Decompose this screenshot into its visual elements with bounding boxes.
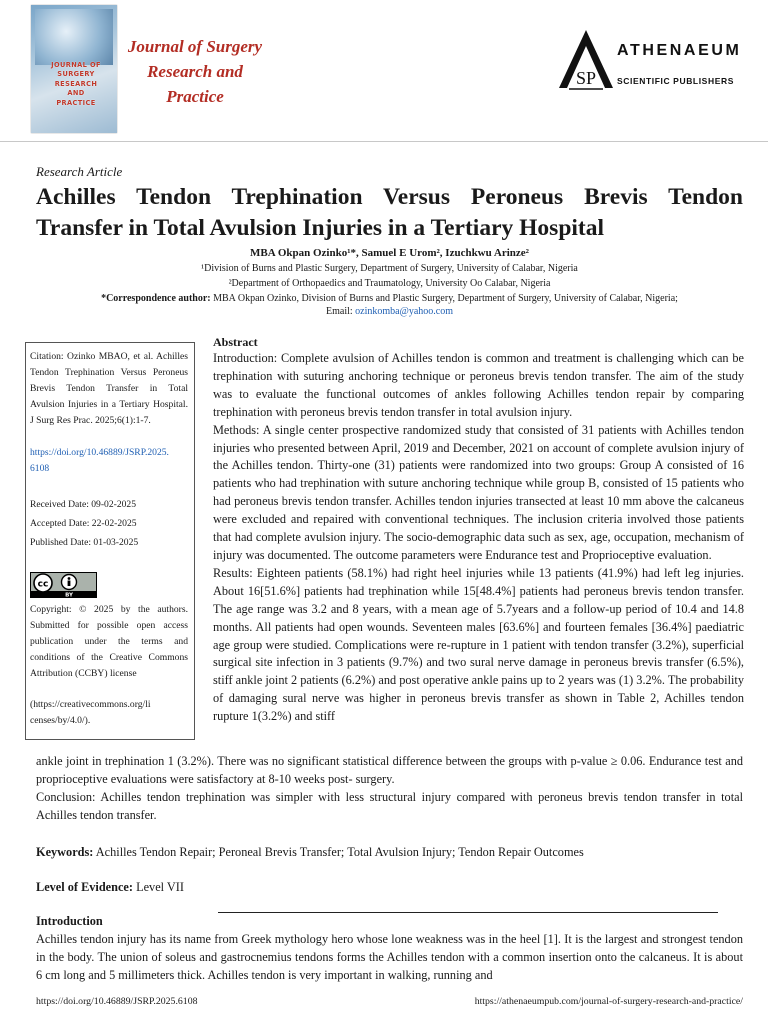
keywords	[36, 845, 584, 860]
citation-text: Citation: Ozinko MBAO, et al. Achilles Tendon Trephination Versus Peroneus Brevis Tendon Transfer in Total Avulsion Injuries in a Tertiary Hospital. J Surg Res Prac. 2025;6(1):1-7.	[30, 351, 188, 426]
correspondence-label: *Correspondence author:	[101, 293, 211, 304]
abstract-full-width	[36, 753, 743, 825]
publisher-logo-icon	[555, 28, 617, 92]
introduction-heading: Introduction	[36, 914, 103, 928]
publisher-logo-letters: SP	[575, 68, 597, 88]
svg-text:cc: cc	[37, 579, 49, 590]
copyright-text: Copyright: © 2025 by the authors. Submitted for possible open access publication under the terms and conditions of the Creative Commons Attribution (CCBY) license	[30, 604, 188, 679]
abstract-conclusion: Conclusion: Achilles tendon trephination was simpler with less structural injury compared with peroneus brevis tendon transfer in total Achilles tendon transfer.	[36, 789, 743, 822]
correspondence	[36, 292, 743, 306]
received-date: Received Date: 09-02-2025	[30, 499, 137, 510]
doi-link[interactable]: https://doi.org/10.46889/JSRP.2025. 6108	[30, 447, 169, 474]
publisher-name: ATHENAEUM	[617, 42, 742, 59]
email-line	[36, 305, 743, 319]
article-type: Research Article	[36, 164, 123, 179]
affiliation-1: ¹Division of Burns and Plastic Surgery, Department of Surgery, University of Calabar, Nigeria	[201, 263, 578, 274]
cover-photo	[35, 9, 113, 65]
abstract-column	[213, 350, 744, 726]
evidence-text: Level VII	[133, 880, 184, 894]
footer-url[interactable]: https://athenaeumpub.com/journal-of-surgery-research-and-practice/	[474, 996, 743, 1007]
cc-by-license-icon	[30, 572, 97, 598]
abstract-results: Results: Eighteen patients (58.1%) had right heel injuries while 13 patients (41.9%) had left leg injuries. About 16[51.6%] patients had trephination while 15[48.4%] patients had peroneus brevis tendon transfer. The age range was 3.2 and 8 years, with a mean age of 5.7years and a follow-up period of 10.4 and 14.8 months. All patients had open wounds. Seventeen males [63.6%] and fourteen females [36.4%] paediatric age group were studied. Complications were re-rupture in 1 patient with tendon transfer (3.2%), superficial surgical site infection in 3 patients (9.7%) and two sural nerve damage in peroneus brevis transfer (6.5%), stiff ankle joint 2 patients (6.2%) and post operative ankle pains up to 2 years was (1) 3.2%. The probability of damaging sural nerve was higher in peroneus brevis transfer as shown in Table 2, Achilles tendon rupture 1(3.2%) and stiff	[213, 565, 744, 724]
email-link[interactable]: ozinkomba@yahoo.com	[355, 306, 453, 317]
journal-cover-image	[31, 5, 117, 133]
evidence-label: Level of Evidence:	[36, 880, 133, 894]
keywords-text: Achilles Tendon Repair; Peroneal Brevis Transfer; Total Avulsion Injury; Tendon Repair Outcomes	[93, 845, 584, 859]
journal-name: Journal of Surgery Research and Practice	[127, 37, 263, 106]
keywords-label: Keywords:	[36, 845, 94, 859]
accepted-date: Accepted Date: 22-02-2025	[30, 518, 137, 529]
header-divider	[0, 141, 768, 142]
published-date: Published Date: 01-03-2025	[30, 537, 139, 548]
correspondence-text: MBA Okpan Ozinko, Division of Burns and Plastic Surgery, Department of Surgery, University of Calabar, Nigeria;	[210, 293, 678, 304]
abstract-results-continued: ankle joint in trephination 1 (3.2%). There was no significant statistical difference between the groups with p-value ≥ 0.06. Endurance test and proprioceptive evaluations were satisfactory at 8-10 weeks post- surgery.	[36, 754, 743, 786]
abstract-introduction: Introduction: Complete avulsion of Achilles tendon is common and treatment is challenging which can be trephination with suturing anchoring technique or peroneus brevis tendon transfer. The aim of the study was to evaluate the functional outcomes of ankles following Achilles tendon repair by comparing trephination with peroneus brevis tendon transfer in total avulsion injury.	[213, 351, 744, 419]
introduction-text: Achilles tendon injury has its name from Greek mythology hero whose lone weakness was in the heel [1]. It is the largest and strongest tendon in the body. The union of soleus and gastrocnemius tendons forms the Achilles tendon with a common insertion onto the calcaneus. It is about 6 cm long and 5 millimeters thick. Achilles tendon is very important in walking, running and	[36, 932, 743, 982]
cover-title: JOURNAL OF SURGERY RESEARCH AND PRACTICE	[51, 61, 101, 107]
abstract-heading: Abstract	[213, 335, 258, 349]
author-list: MBA Okpan Ozinko¹*, Samuel E Urom², Izuchkwu Arinze²	[250, 247, 529, 259]
publisher-subtitle: SCIENTIFIC PUBLISHERS	[617, 76, 734, 86]
introduction-divider	[218, 912, 718, 913]
footer-doi[interactable]: https://doi.org/10.46889/JSRP.2025.6108	[36, 996, 198, 1007]
level-of-evidence	[36, 880, 184, 895]
article-title: Achilles Tendon Trephination Versus Peroneus Brevis Tendon Transfer in Total Avulsion Injuries in a Tertiary Hospital	[36, 184, 743, 241]
affiliation-2: ²Department of Orthopaedics and Traumatology, University Oo Calabar, Nigeria	[228, 278, 551, 289]
email-label: Email:	[326, 306, 356, 317]
cc-by-badge: BY	[65, 592, 73, 598]
license-url[interactable]: (https://creativecommons.org/li censes/by/4.0/).	[30, 699, 151, 726]
abstract-methods: Methods: A single center prospective randomized study that consisted of 31 patients with Achilles tendon injuries who presented between April, 2019 and December, 2021 on account of complete avulsion injury of the Achilles tendon. Thirty-one (31) patients were randomized into two groups: Group A consisted of 16 patients who had trephination with suture anchoring technique while group B, consisted of 15 patients who had peroneus brevis tendon transfer. Achilles tendon injuries transected at least 10 mm above the calcaneus were excluded and repaired with conventional techniques. The inclusion criteria involved those patients that had complete avulsion injury. The socio-demographic data such as sex, age, occupation, mechanism of injury was documented. The outcome parameters were Endurance test and Proprioceptive evaluation.	[213, 422, 744, 562]
